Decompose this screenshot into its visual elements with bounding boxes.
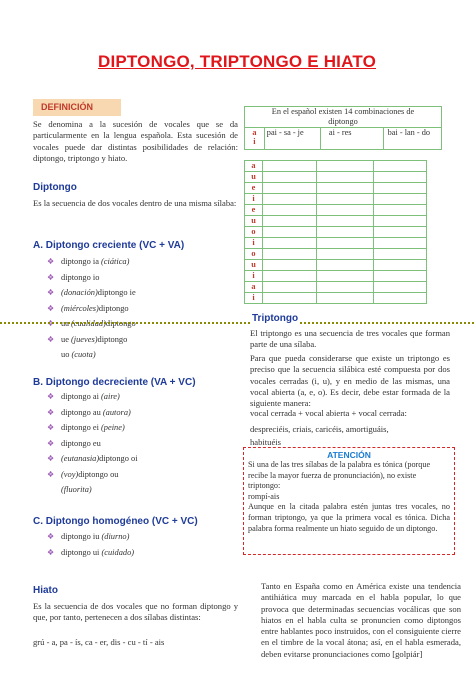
table-cell [374,194,427,205]
table-cell [317,205,374,216]
table-cell [263,282,317,293]
table-vowel-cell: u [245,172,263,183]
hiato-heading: Hiato [33,585,58,596]
triptongo-formula: vocal cerrada + vocal abierta + vocal cerrada: [250,408,407,418]
table-vowel-cell: u [245,216,263,227]
table-cell [317,260,374,271]
table-cell [317,282,374,293]
table-caption: En el español existen 14 combinaciones de diptongo [245,107,442,128]
table-vowel-cell: e [245,205,263,216]
triptongo-conditions: Para que pueda considerarse que existe un triptongo es preciso que la secuencia silábica esté compuesta por dos vocales cerradas (i, u), y en medio de las mismas, una vocal abierta (a, e, o). Es decir, debe estar formada de la siguiente manera: [250,353,450,409]
list-item: ❖ diptongo ui (cuidado) [47,545,134,561]
diptongo-definition: Es la secuencia de dos vocales dentro de una misma sílaba: [33,198,237,208]
diamond-bullet-icon: ❖ [47,334,55,344]
triptongo-heading: Triptongo [252,313,299,324]
table-cell [317,194,374,205]
triptongo-examples2: habituéis [250,437,282,447]
homogeneo-list [47,529,134,560]
espana-paragraph: Tanto en España como en América existe una tendencia antihiática muy marcada en el habla popular, lo que provoca que determinadas secuencias vocálicas que son hiatos en el habla culta se pronuncien como diptongos entre hablantes poco instruidos, con el consiguiente cierre en el timbre de la vocal átona; así, en el habla esmerada, deben evitarse pronunciaciones como [golpiár] [261,581,461,659]
table-cell [263,183,317,194]
atencion-text2: rompí-ais [248,491,280,501]
atencion-text1: Si una de las tres sílabas de la palabra es tónica (porque recibe la mayor fuerza de pronunciación), no existe triptongo: [248,460,431,491]
atencion-title: ATENCIÓN [327,450,371,460]
table-cell: ai - res [320,128,383,150]
table-cell [263,249,317,260]
homogeneo-heading: C. Diptongo homogéneo (VC + VC) [33,516,198,527]
diamond-bullet-icon: ❖ [47,272,55,282]
hiato-examples: grú - a, pa - ís, ca - er, dis - cu - tí - ais [33,637,165,647]
table-cell [263,205,317,216]
table-cell [374,227,427,238]
list-item: uo (cuota) [61,350,96,359]
table-cell [317,238,374,249]
table-cell [317,293,374,304]
triptongo-definition: El triptongo es una secuencia de tres vocales que forman parte de una sílaba. [250,328,450,350]
table-cell [263,161,317,172]
diptongo-table [244,106,442,150]
table-cell [317,271,374,282]
table-cell [374,282,427,293]
creciente-list [47,254,136,363]
diamond-bullet-icon: ❖ [47,454,55,463]
table-cell [374,260,427,271]
list-item: ❖ ue (jueves) diptongo [47,332,136,348]
diamond-bullet-icon: ❖ [47,532,55,541]
table-vowel-cell: o [245,227,263,238]
list-item: ❖ diptongo au (autora) [47,405,138,421]
definicion-text: Se denomina a la sucesión de vocales que se da particularmente en la lengua española. Esta sucesión de vocales puede dar distintas posibilidades de relación: diptongo, triptongo y hiato. [33,119,238,163]
table-cell [374,183,427,194]
table-cell [263,293,317,304]
list-item: ❖ diptongo ia (ciática) [47,254,136,270]
triptongo-examples: despreciéis, criais, caricéis, amortiguáis, [250,424,389,434]
definicion-badge: DEFINICIÓN [33,99,121,116]
diamond-bullet-icon: ❖ [47,303,55,313]
table-cell [374,161,427,172]
table-vowel-rows [244,160,427,304]
table-cell: bai - lan - do [383,128,441,150]
table-cell [317,249,374,260]
table-vowel-cell: a [245,161,263,172]
table-vowel-cell: i [245,194,263,205]
diamond-bullet-icon: ❖ [47,407,55,417]
table-cell [263,271,317,282]
decreciente-heading: B. Diptongo decreciente (VA + VC) [33,377,196,388]
diamond-bullet-icon: ❖ [47,257,55,266]
diptongo-heading: Diptongo [33,182,77,193]
creciente-heading: A. Diptongo creciente (VC + VA) [33,240,185,251]
table-cell [317,227,374,238]
table-vowel-cell: i [245,271,263,282]
table-cell [263,238,317,249]
table-vowel-cell: a i [245,128,265,150]
atencion-box [243,447,455,555]
table-vowel-cell: e [245,183,263,194]
list-item: ❖ diptongo eu [47,436,138,452]
table-cell [263,172,317,183]
list-item: ❖ diptongo io [47,270,136,286]
diamond-bullet-icon: ❖ [47,319,55,328]
diamond-bullet-icon: ❖ [47,392,55,401]
table-cell [374,172,427,183]
table-cell [317,172,374,183]
table-cell [317,216,374,227]
table-cell [263,227,317,238]
atencion-text3: Aunque en la citada palabra estén juntas tres vocales, no forman triptongo, ya que la primera vocal es tónica. Dicha palabra forma realmente un hiato seguido de un diptongo. [248,502,450,533]
table-vowel-cell: i [245,238,263,249]
table-cell [374,293,427,304]
table-cell [374,271,427,282]
list-item: ❖ (donación) diptongo ie [47,285,136,301]
table-cell [263,194,317,205]
list-item: ❖ (eutanasia) diptongo oi [47,451,138,467]
list-item: ❖ (voy) diptongo ou [47,467,138,483]
table-vowel-cell: o [245,249,263,260]
list-item: ❖ ua (cualidad) diptongo [47,316,136,332]
hiato-definition: Es la secuencia de dos vocales que no forman diptongo y que, por tanto, pertenecen a dos sílabas distintas: [33,601,238,623]
page-title: DIPTONGO, TRIPTONGO E HIATO [97,52,377,71]
decreciente-list [47,389,138,498]
table-cell [317,161,374,172]
table-cell [263,216,317,227]
table-vowel-cell: u [245,260,263,271]
diamond-bullet-icon: ❖ [47,469,55,479]
diamond-bullet-icon: ❖ [47,438,55,448]
table-cell [374,205,427,216]
table-cell [317,183,374,194]
list-item: (fluorita) [61,485,92,494]
table-cell [374,238,427,249]
table-cell: pai - sa - je [264,128,320,150]
list-item: ❖ (miércoles) diptongo [47,301,136,317]
diamond-bullet-icon: ❖ [47,288,55,297]
table-vowel-cell: i [245,293,263,304]
table-vowel-cell: a [245,282,263,293]
table-cell [374,249,427,260]
diamond-bullet-icon: ❖ [47,423,55,432]
list-item: ❖ diptongo ei (peine) [47,420,138,436]
table-cell [263,260,317,271]
diamond-bullet-icon: ❖ [47,547,55,557]
list-item: ❖ diptongo ai (aire) [47,389,138,405]
list-item: ❖ diptongo iu (diurno) [47,529,134,545]
table-cell [374,216,427,227]
dotted-divider [0,322,474,324]
